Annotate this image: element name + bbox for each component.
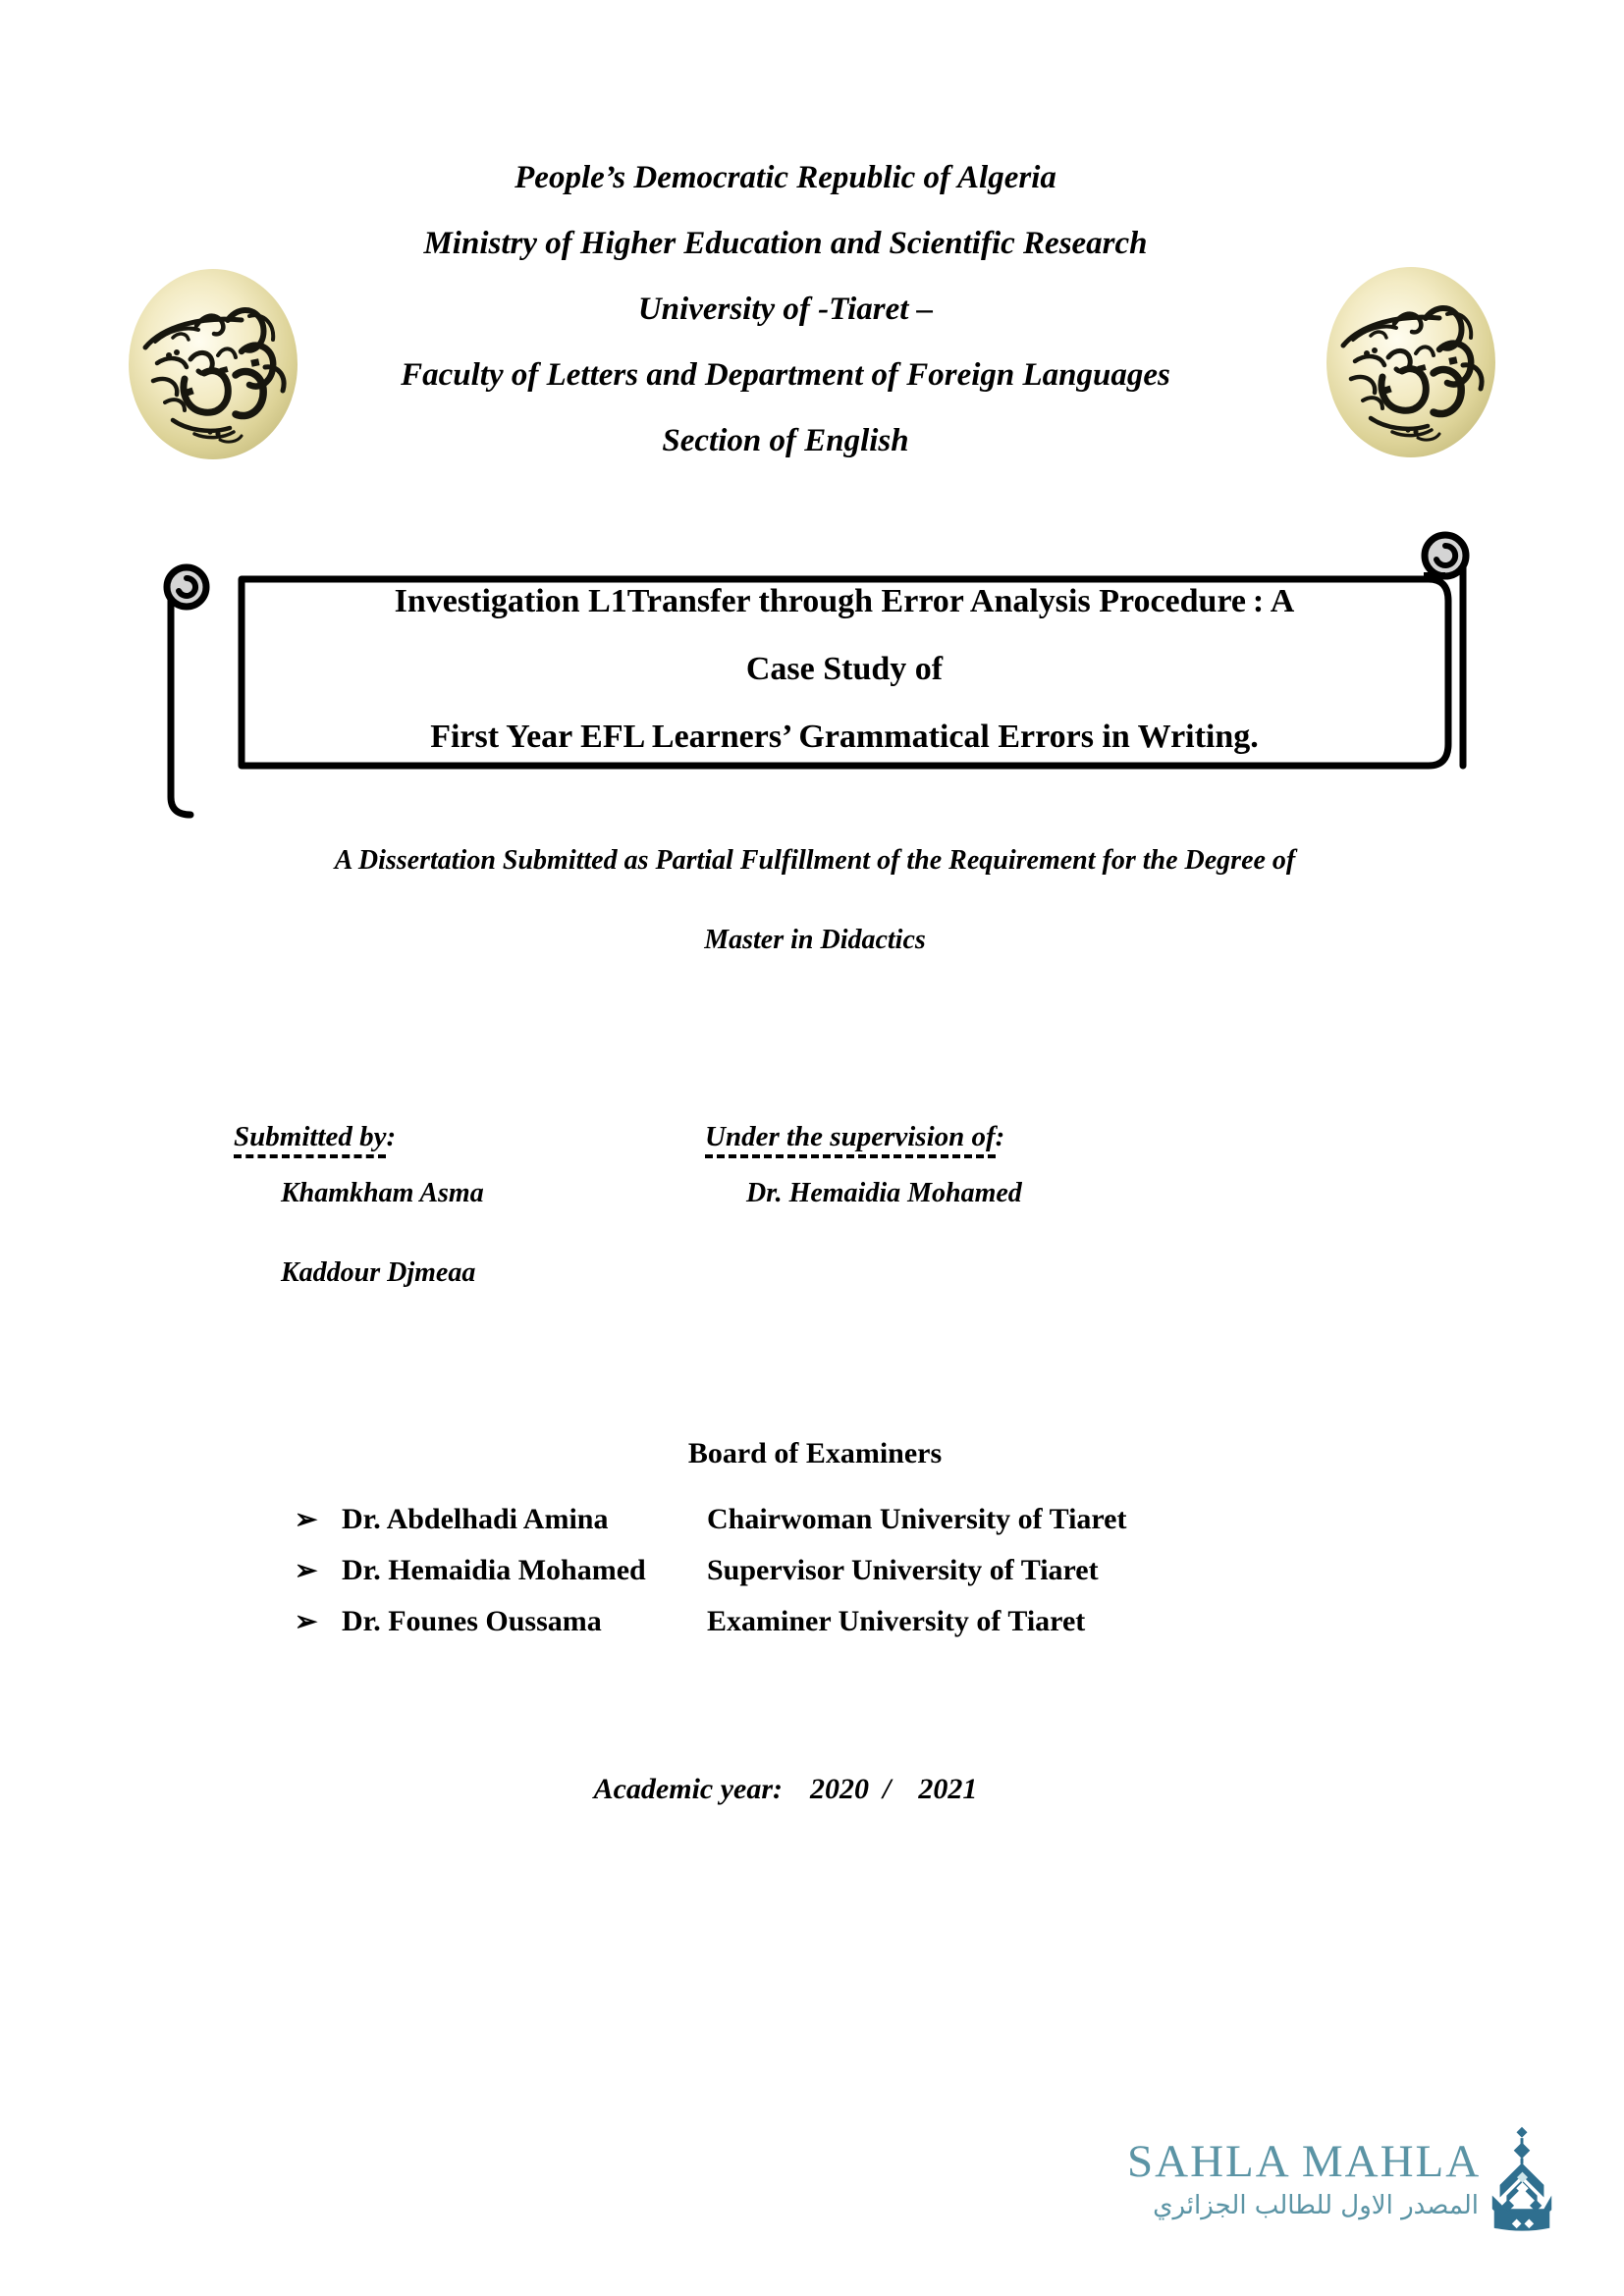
board-of-examiners-title: Board of Examiners — [687, 1437, 943, 1469]
islamic-geometric-ornament-icon — [1485, 2125, 1559, 2235]
academic-year-separator: / — [883, 1773, 892, 1805]
board-member-name: Dr. Abdelhadi Amina — [342, 1503, 609, 1535]
header-line-faculty: Faculty of Letters and Department of Foreign Languages — [401, 357, 1170, 393]
arrow-bullet-icon: ➢ — [295, 1607, 318, 1637]
header-line-university: University of -Tiaret – — [637, 292, 934, 327]
board-member-name: Dr. Hemaidia Mohamed — [342, 1554, 646, 1586]
header-line-section: Section of English — [662, 423, 909, 458]
submitted-by-heading — [234, 1121, 396, 1153]
supervision-heading — [705, 1121, 1004, 1153]
board-member-role: Chairwoman University of Tiaret — [707, 1503, 1127, 1535]
supervision-colon: : — [995, 1121, 1005, 1152]
submitted-by-colon: : — [386, 1121, 397, 1152]
academic-year-label: Academic year: — [593, 1773, 784, 1805]
arrow-bullet-icon: ➢ — [295, 1505, 318, 1535]
credits-section — [234, 1121, 1392, 1312]
credits-names-row-1 — [234, 1153, 1392, 1233]
board-member-name: Dr. Founes Oussama — [342, 1605, 602, 1637]
board-member-role: Supervisor University of Tiaret — [707, 1554, 1099, 1586]
watermark-subtitle: المصدر الاول للطالب الجزائري — [1153, 2190, 1479, 2220]
university-seal-left — [126, 265, 300, 463]
board-of-examiners — [295, 1437, 1335, 1647]
supervision-label: Under the supervision of — [705, 1121, 996, 1158]
university-seal-right — [1324, 263, 1498, 461]
watermark-title: SAHLA MAHLA — [1127, 2135, 1482, 2187]
dissertation-title — [265, 567, 1424, 771]
submitted-by-label: Submitted by — [234, 1121, 386, 1158]
board-member-role: Examiner University of Tiaret — [707, 1605, 1086, 1637]
institution-header — [295, 145, 1276, 474]
student-name-2: Kaddour Djmeaa — [281, 1257, 476, 1288]
dissertation-statement-line-1: A Dissertation Submitted as Partial Fulfillment of the Requirement for the Degree of — [334, 845, 1296, 876]
title-line-3: First Year EFL Learners’ Grammatical Errors in Writing. — [430, 719, 1259, 755]
header-line-country: People’s Democratic Republic of Algeria — [514, 160, 1056, 195]
board-member-row — [295, 1545, 1335, 1596]
academic-year-end: 2021 — [918, 1773, 978, 1805]
academic-year-start: 2020 — [810, 1773, 870, 1805]
dissertation-statement-line-2: Master in Didactics — [704, 925, 926, 955]
board-member-row — [295, 1494, 1335, 1545]
board-member-row — [295, 1596, 1335, 1647]
sahla-mahla-watermark — [1127, 2116, 1559, 2244]
supervisor-name: Dr. Hemaidia Mohamed — [746, 1178, 1022, 1208]
title-line-1: Investigation L1Transfer through Error Analysis Procedure : A — [394, 583, 1295, 619]
academic-year — [393, 1773, 1178, 1806]
dissertation-statement — [196, 821, 1434, 980]
credits-headings-row — [234, 1121, 1392, 1153]
credits-names-row-2 — [234, 1233, 1392, 1312]
student-name-1: Khamkham Asma — [281, 1178, 484, 1208]
arrow-bullet-icon: ➢ — [295, 1556, 318, 1586]
header-line-ministry: Ministry of Higher Education and Scientific Research — [423, 226, 1148, 261]
title-line-2: Case Study of — [745, 651, 944, 687]
